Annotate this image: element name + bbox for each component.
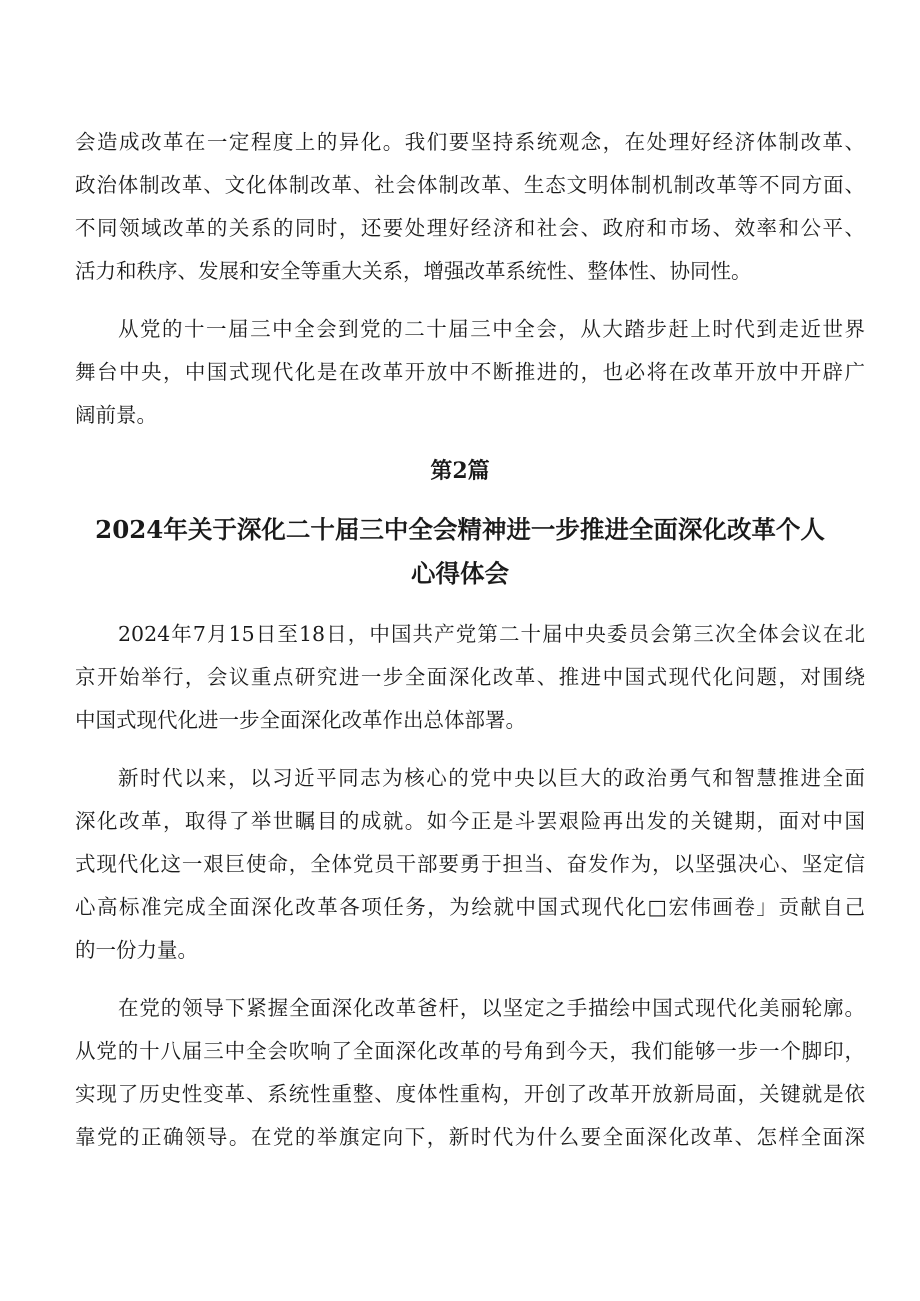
paragraph-3-line-2: 京开始举行，会议重点研究进一步全面深化改革、推进中国式现代化问题，对围绕: [75, 665, 865, 689]
paragraph-5-line-1: 在党的领导下紧握全面深化改革爸杆，以坚定之手描绘中国式现代化美丽轮廓。: [118, 996, 865, 1020]
paragraph-5-line-3: 实现了历史性变革、系统性重整、度体性重构，开创了改革开放新局面，关键就是依: [75, 1082, 865, 1106]
paragraph-2-line-2: 舞台中央，中国式现代化是在改革开放中不断推进的，也必将在改革开放中开辟广: [75, 360, 865, 384]
paragraph-1-line-4: 活力和秩序、发展和安全等重大关系，增强改革系统性、整体性、协同性。: [75, 259, 752, 283]
paragraph-5-line-2: 从党的十八届三中全会吹响了全面深化改革的号角到今天，我们能够一步一个脚印，: [75, 1039, 865, 1063]
paragraph-1-line-2: 政治体制改革、文化体制改革、社会体制改革、生态文明体制机制改革等不同方面、: [75, 173, 865, 197]
section-label: 第2篇: [430, 458, 490, 484]
paragraph-3-line-3: 中国式现代化进一步全面深化改革作出总体部署。: [75, 708, 526, 732]
title-line-2: 心得体会: [411, 559, 509, 588]
paragraph-1-line-1: 会造成改革在一定程度上的异化。我们要坚持系统观念，在处理好经济体制改革、: [75, 130, 865, 154]
paragraph-2-line-3: 阔前景。: [75, 403, 157, 427]
paragraph-5-line-4: 靠党的正确领导。在党的举旗定向下，新时代为什么要全面深化改革、怎样全面深: [75, 1125, 865, 1149]
paragraph-1-line-3: 不同领域改革的关系的同时，还要处理好经济和社会、政府和市场、效率和公平、: [75, 216, 865, 240]
paragraph-3-line-1: 2024年7月15日至18日，中国共产党第二十届中央委员会第三次全体会议在北: [118, 622, 865, 646]
paragraph-4-line-3: 式现代化这一艰巨使命，全体党员干部要勇于担当、奋发作为，以坚强决心、坚定信: [75, 852, 865, 876]
paragraph-4-line-5: 的一份力量。: [75, 938, 198, 962]
paragraph-4-line-1: 新时代以来，以习近平同志为核心的党中央以巨大的政治勇气和智慧推进全面: [118, 766, 865, 790]
paragraph-4-line-2: 深化改革，取得了举世瞩目的成就。如今正是斗罢艰险再出发的关键期，面对中国: [75, 809, 865, 833]
title-line-1: 2024年关于深化二十届三中全会精神进一步推进全面深化改革个人: [95, 515, 825, 544]
paragraph-2-line-1: 从党的十一届三中全会到党的二十届三中全会，从大踏步赶上时代到走近世界: [118, 317, 865, 341]
paragraph-4-line-4: 心高标准完成全面深化改革各项任务，为绘就中国式现代化□宏伟画卷」贡献自己: [75, 895, 865, 919]
